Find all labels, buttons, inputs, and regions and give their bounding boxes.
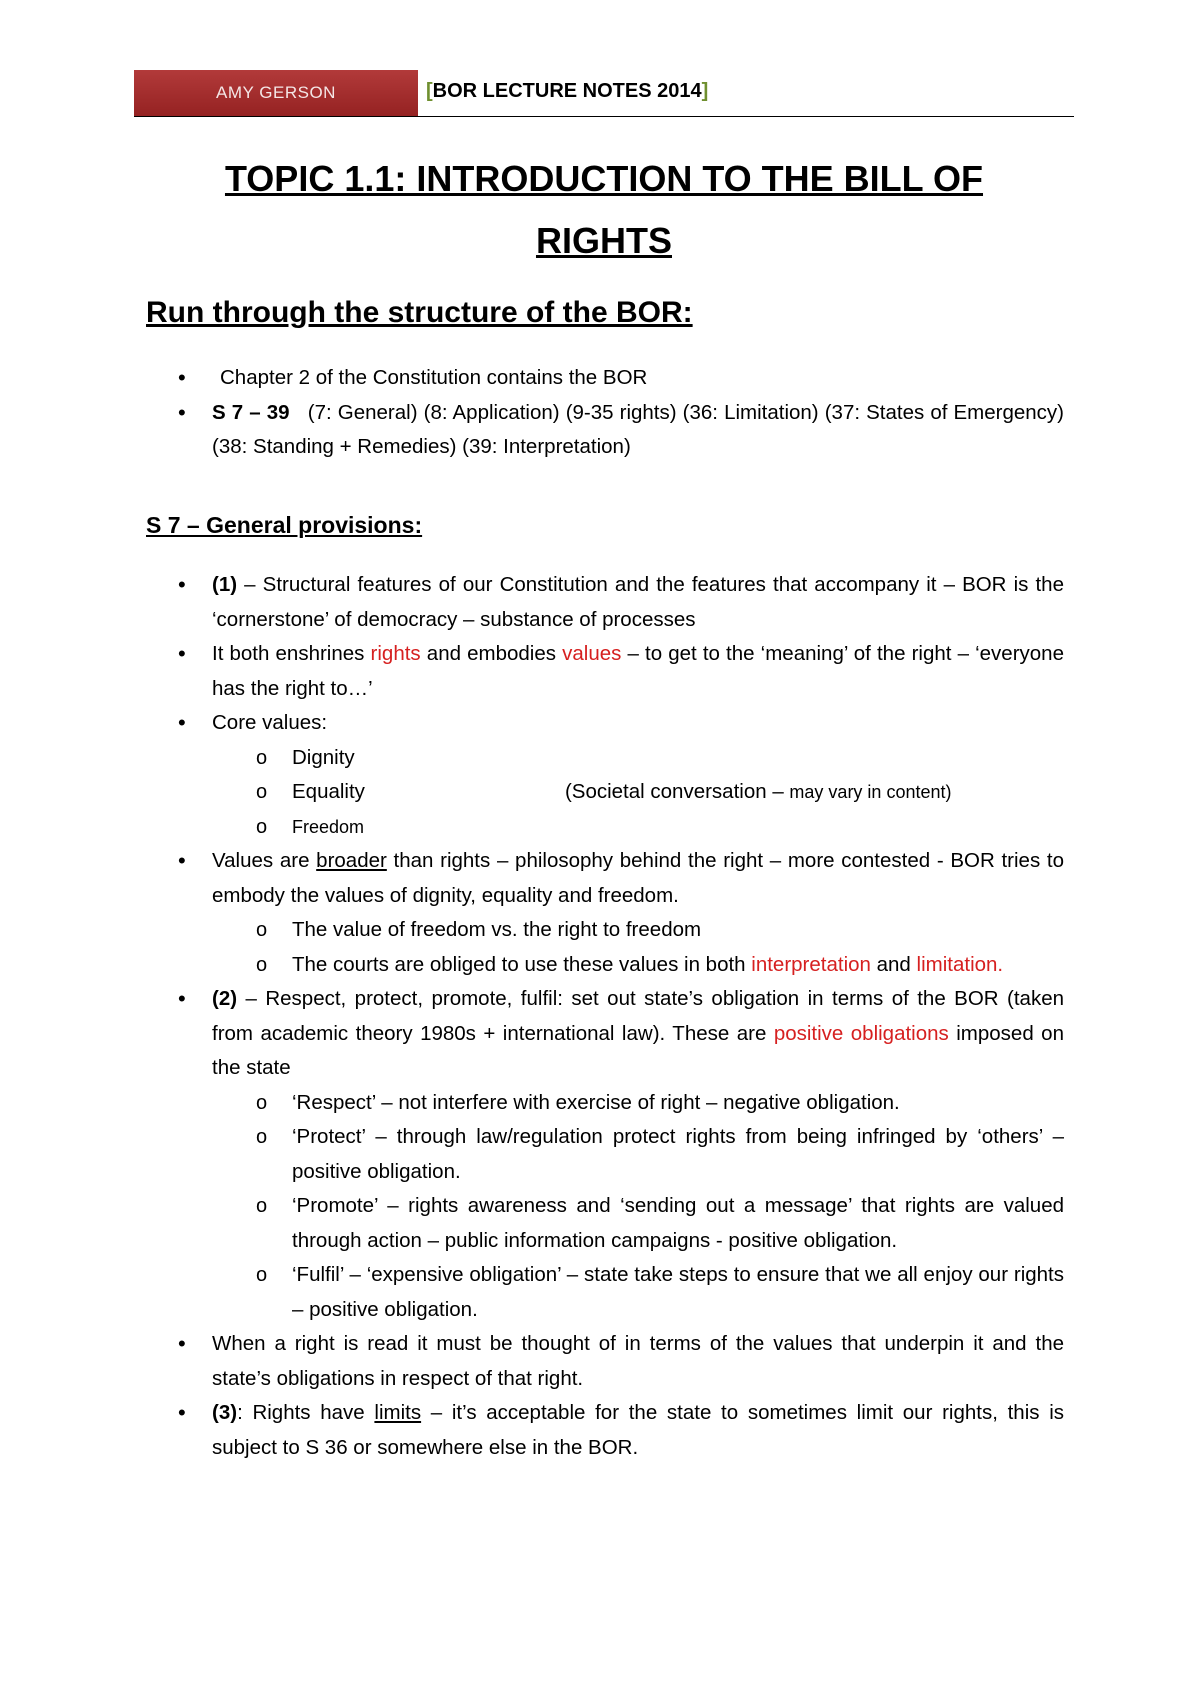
topic-title-line2: RIGHTS <box>535 220 672 261</box>
author-box <box>134 70 418 116</box>
s7-list <box>0 568 1200 1465</box>
sub-item-freedom: o The value of freedom vs. the right to freedom <box>292 913 1064 948</box>
sub-item-respect: o ‘Respect’ – not interfere with exercise of right – negative obligation. <box>292 1086 1064 1121</box>
topic-title-line1: TOPIC 1.1: INTRODUCTION TO THE BILL OF <box>224 158 984 199</box>
value-dignity: o Dignity <box>292 741 1064 776</box>
structure-item-sections: • S 7 – 39 (7: General) (8: Application) (9-35 rights) (36: Limitation) (37: States of Emergency) (38: Standing + Remedies) (39: Interpretation) <box>212 396 1064 465</box>
topic-title <box>134 148 1074 272</box>
section-heading: Run through the structure of the BOR: <box>146 296 693 329</box>
sub-item-promote: o ‘Promote’ – rights awareness and ‘sending out a message’ that rights are valued through action – public information campaigns - positive obligation. <box>292 1189 1064 1258</box>
s7-item-2: • (2) – Respect, protect, promote, fulfil: set out state’s obligation in terms of the BOR (taken from academic theory 1980s + international law). These are positive obligations imposed on the state <box>212 982 1064 1086</box>
structure-item-chapter: • Chapter 2 of the Constitution contains the BOR <box>212 361 1072 396</box>
structure-list <box>0 361 1200 465</box>
s7-item-3: • (3): Rights have limits – it’s acceptable for the state to sometimes limit our rights, this is subject to S 36 or somewhere else in the BOR. <box>212 1396 1064 1465</box>
sub-item-courts: o The courts are obliged to use these values in both interpretation and limitation. <box>292 948 1064 983</box>
bracket-open: [ <box>426 80 433 102</box>
page-header <box>134 70 1074 117</box>
keyword-limitation: limitation. <box>916 952 1004 976</box>
keyword-interpretation: interpretation <box>751 952 871 976</box>
equality-note: (Societal conversation – may vary in content) <box>564 780 952 803</box>
value-freedom: o Freedom <box>292 810 1064 845</box>
document-title <box>426 80 708 103</box>
keyword-values: values <box>562 642 622 665</box>
s7-heading: S 7 – General provisions: <box>146 512 423 538</box>
value-equality: o Equality (Societal conversation – may vary in content) <box>292 775 1064 810</box>
sub-item-fulfil: o ‘Fulfil’ – ‘expensive obligation’ – state take steps to ensure that we all enjoy our rights – positive obligation. <box>292 1258 1064 1327</box>
s7-item-core-values: • Core values: <box>212 706 1064 741</box>
bracket-close: ] <box>701 80 709 102</box>
s7-item-broader: • Values are broader than rights – philosophy behind the right – more contested - BOR tries to embody the values of dignity, equality and freedom. <box>212 844 1064 913</box>
s7-item-read-right: • When a right is read it must be thought of in terms of the values that underpin it and the state’s obligations in respect of that right. <box>212 1327 1064 1396</box>
keyword-broader: broader <box>316 849 387 872</box>
document-title-text: BOR LECTURE NOTES 2014 <box>432 80 702 102</box>
s7-item-1: • (1) – Structural features of our Constitution and the features that accompany it – BOR is the ‘cornerstone’ of democracy – substance of processes <box>212 568 1064 637</box>
s7-item-rights-values: • It both enshrines rights and embodies values – to get to the ‘meaning’ of the right – ‘everyone has the right to…’ <box>212 637 1064 706</box>
keyword-rights: rights <box>370 642 421 665</box>
sub-item-protect: o ‘Protect’ – through law/regulation protect rights from being infringed by ‘others’ – positive obligation. <box>292 1120 1064 1189</box>
keyword-positive-obligations: positive obligations <box>773 1021 949 1045</box>
author-name: AMY GERSON <box>216 83 336 102</box>
keyword-limits: limits <box>374 1401 422 1424</box>
